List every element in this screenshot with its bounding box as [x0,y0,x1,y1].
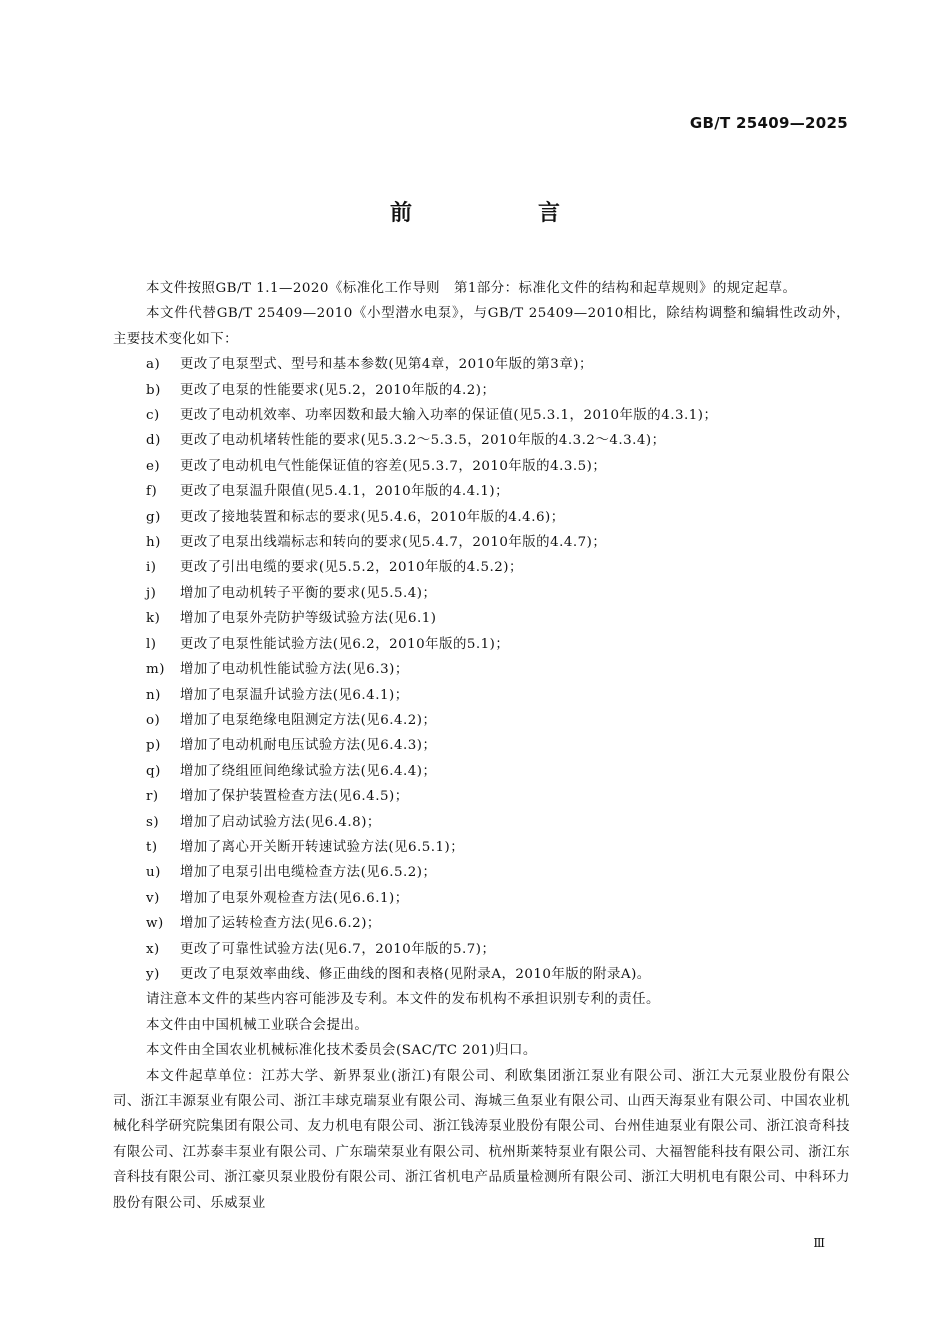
change-item-text: 更改了电泵温升限值(见5.4.1，2010年版的4.4.1)； [180,484,510,500]
change-item [113,505,850,530]
change-item-text: 更改了可靠性试验方法(见6.7，2010年版的5.7)； [180,941,496,957]
change-item [113,378,850,403]
change-item-text: 增加了启动试验方法(见6.4.8)； [180,814,381,830]
change-item [113,454,850,479]
change-item-marker: y) [146,966,160,982]
change-item-text: 增加了保护装置检查方法(见6.4.5)； [180,789,409,805]
change-item-marker: d) [146,433,161,449]
change-item [113,632,850,657]
change-item-text: 更改了电泵性能试验方法(见6.2，2010年版的5.1)； [180,636,510,652]
change-item-marker: h) [146,535,161,551]
change-item-text: 增加了电动机耐电压试验方法(见6.4.3)； [180,738,437,754]
change-item-text: 更改了电泵效率曲线、修正曲线的图和表格(见附录A，2010年版的附录A)。 [180,966,651,982]
change-item [113,479,850,504]
change-item-text: 增加了电泵外观检查方法(见6.6.1)； [180,890,409,906]
change-item-marker: w) [146,916,164,932]
change-item-text: 增加了电泵引出电缆检查方法(见6.5.2)； [180,865,437,881]
change-item-text: 更改了电动机堵转性能的要求(见5.3.2～5.3.5，2010年版的4.3.2～4.3.4)； [180,433,666,449]
change-item [113,403,850,428]
change-item-marker: m) [146,662,165,678]
change-item-text: 更改了电泵型式、型号和基本参数(见第4章，2010年版的第3章)； [180,357,593,373]
change-item-marker: b) [146,382,161,398]
change-item-marker: p) [146,738,161,754]
change-item-text: 更改了电泵出线端标志和转向的要求(见5.4.7，2010年版的4.4.7)； [180,535,607,551]
change-item-marker: o) [146,712,161,728]
change-item [113,733,850,758]
change-item-text: 增加了电动机转子平衡的要求(见5.5.4)； [180,585,437,601]
change-item-text: 增加了离心开关断开转速试验方法(见6.5.1)； [180,839,465,855]
change-item-marker: g) [146,509,161,525]
change-item-text: 增加了运转检查方法(见6.6.2)； [180,916,381,932]
change-item-text: 增加了电泵外壳防护等级试验方法(见6.1) [180,611,437,627]
change-item-marker: s) [146,814,160,830]
change-item-text: 增加了电动机性能试验方法(见6.3)； [180,662,409,678]
change-item [113,683,850,708]
administrator-note: 本文件由全国农业机械标准化技术委员会(SAC/TC 201)归口。 [146,1043,537,1059]
changes-list [113,352,850,987]
change-item-marker: l) [146,636,157,652]
change-item [113,428,850,453]
change-item [113,657,850,682]
change-item [113,962,850,987]
change-item [113,708,850,733]
change-item-marker: q) [146,763,161,779]
change-item-text: 更改了接地装置和标志的要求(见5.4.6，2010年版的4.4.6)； [180,509,565,525]
change-item-text: 增加了绕组匝间绝缘试验方法(见6.4.4)； [180,763,437,779]
page-title: 前 言 [389,201,612,226]
change-item-marker: i) [146,560,157,576]
change-item-marker: c) [146,408,160,424]
change-item-marker: v) [146,890,160,906]
change-item-marker: n) [146,687,161,703]
change-item [113,911,850,936]
patent-note: 请注意本文件的某些内容可能涉及专利。本文件的发布机构不承担识别专利的责任。 [146,992,660,1008]
standard-code: GB/T 25409—2025 [689,114,848,132]
change-item-marker: t) [146,839,158,855]
change-item-text: 更改了电动机效率、功率因数和最大输入功率的保证值(见5.3.1，2010年版的4.3.1)； [180,408,718,424]
change-item-marker: f) [146,484,158,500]
drafting-units: 本文件起草单位：江苏大学、新界泵业(浙江)有限公司、利欧集团浙江泵业有限公司、浙江大元泵业股份有限公司、浙江丰源泵业有限公司、浙江丰球克瑞泵业有限公司、海城三鱼泵业有限公司、山西天海泵业有限公司、中国农业机械化科学研究院集团有限公司、友力机电有限公司、浙江钱涛泵业股份有限公司、台州佳迪泵业有限公司、浙江浪奇科技有限公司、江苏泰丰泵业有限公司、广东瑞荣泵业有限公司、杭州斯莱特泵业有限公司、大福智能科技有限公司、浙江东音科技有限公司、浙江豪贝泵业股份有限公司、浙江省机电产品质量检测所有限公司、浙江大明机电有限公司、中科环力股份有限公司、乐威泵业 [113,1068,850,1211]
change-item-marker: e) [146,458,161,474]
change-item [113,810,850,835]
change-item [113,784,850,809]
change-item-marker: j) [146,585,157,601]
document-body [113,276,850,1216]
change-item [113,581,850,606]
intro-paragraph: 本文件代替GB/T 25409—2010《小型潜水电泵》，与GB/T 25409—2010相比，除结构调整和编辑性改动外，主要技术变化如下： [113,306,850,347]
change-item-marker: k) [146,611,161,627]
change-item-text: 更改了电动机电气性能保证值的容差(见5.3.7，2010年版的4.3.5)； [180,458,607,474]
intro-paragraph: 本文件按照GB/T 1.1—2020《标准化工作导则 第1部分：标准化文件的结构和起草规则》的规定起草。 [146,281,797,296]
change-item-marker: r) [146,789,159,805]
page-number: Ⅲ [813,1236,825,1250]
change-item [113,555,850,580]
change-item [113,860,850,885]
change-item [113,835,850,860]
change-item [113,759,850,784]
change-item-marker: x) [146,941,160,957]
change-item-text: 增加了电泵温升试验方法(见6.4.1)； [180,687,409,703]
change-item-text: 增加了电泵绝缘电阻测定方法(见6.4.2)； [180,712,437,728]
change-item-marker: a) [146,357,161,373]
change-item-text: 更改了引出电缆的要求(见5.5.2，2010年版的4.5.2)； [180,560,523,576]
change-item [113,606,850,631]
change-item-marker: u) [146,865,161,881]
proposer-note: 本文件由中国机械工业联合会提出。 [146,1017,369,1033]
change-item [113,937,850,962]
change-item [113,886,850,911]
change-item [113,530,850,555]
change-item-text: 更改了电泵的性能要求(见5.2，2010年版的4.2)； [180,382,496,398]
change-item [113,352,850,377]
